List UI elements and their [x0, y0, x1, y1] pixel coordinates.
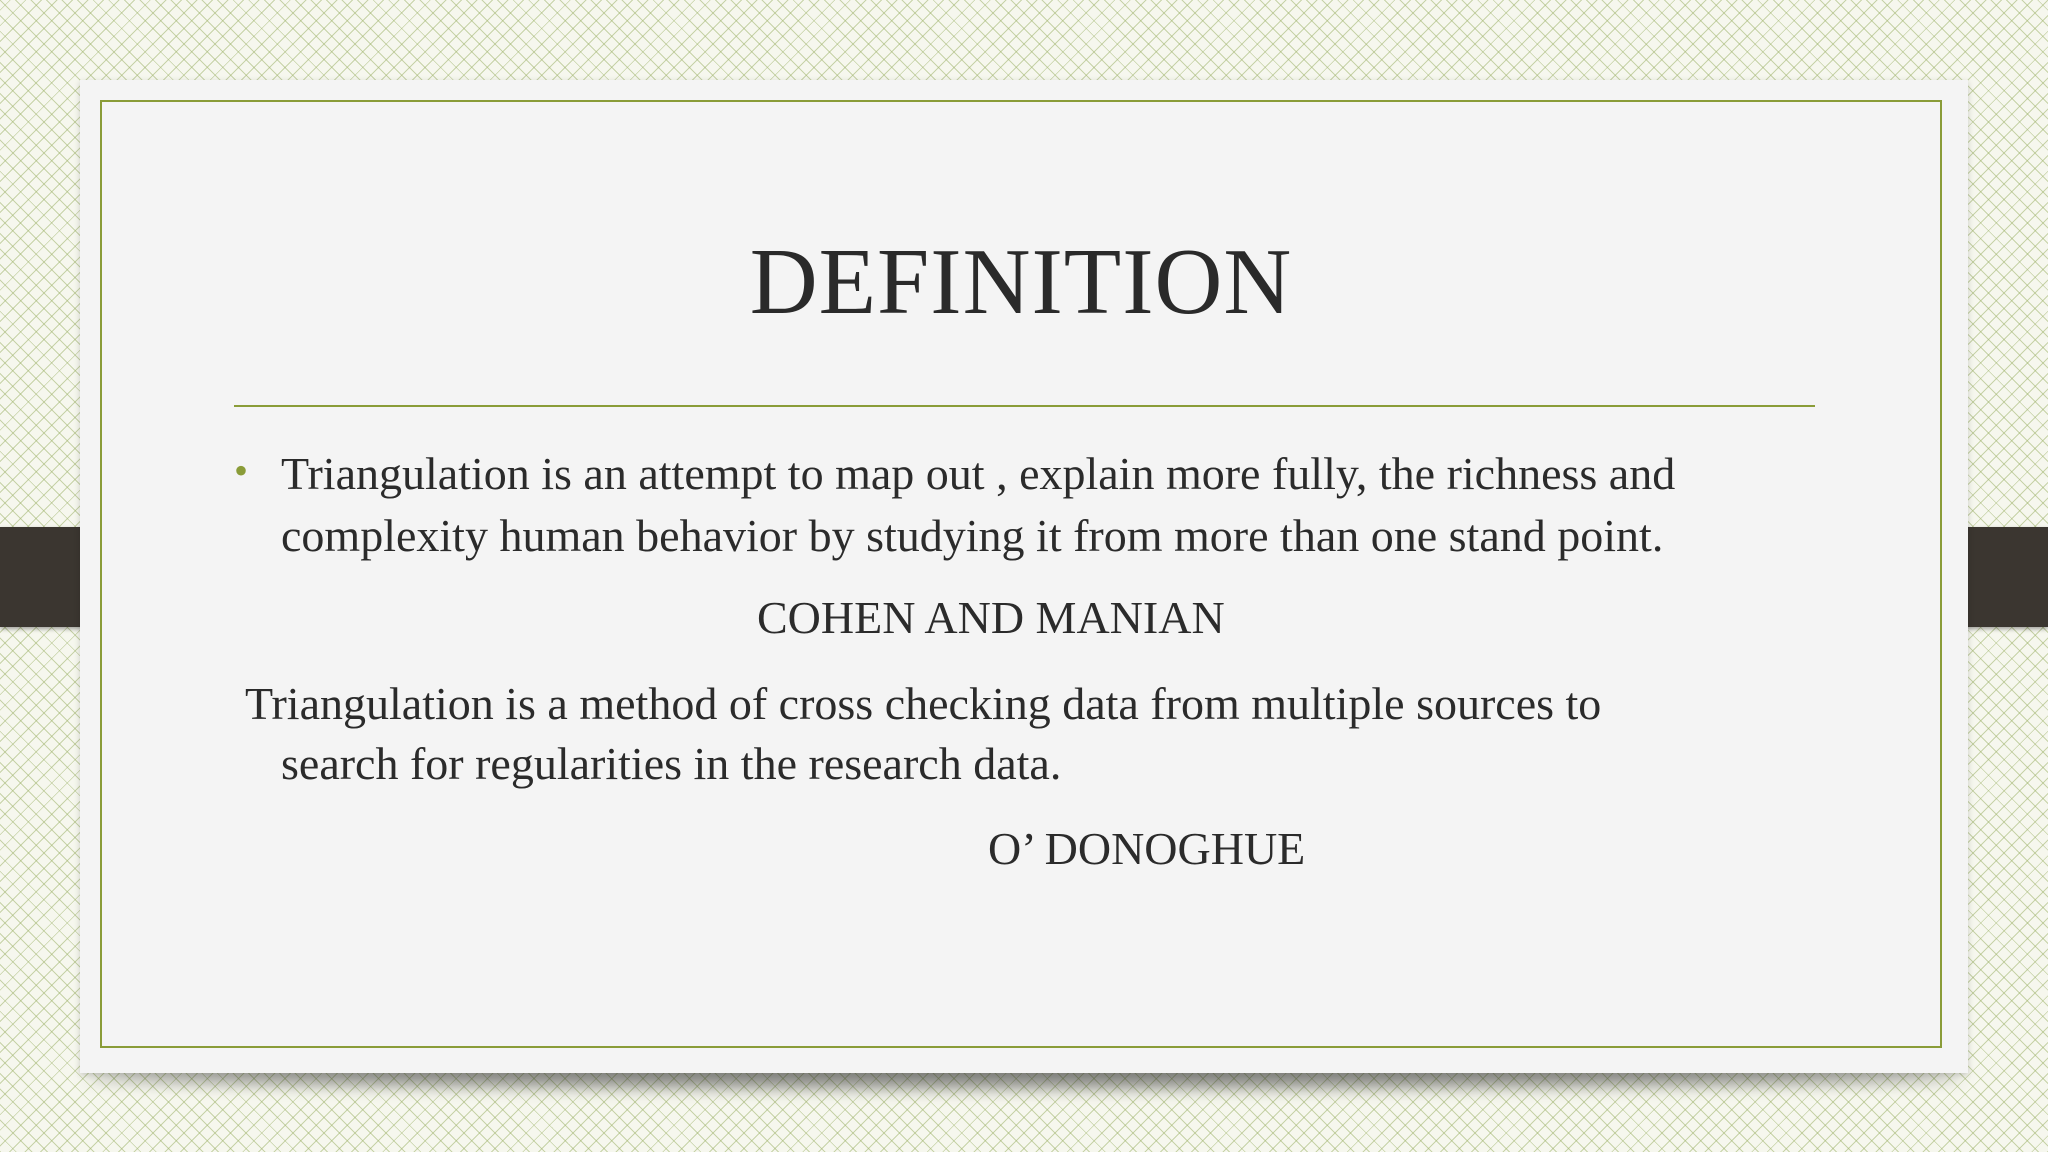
bullet-marker: • [234, 448, 249, 493]
title-divider [234, 405, 1815, 407]
paragraph-text-line-2: search for regularities in the research data. [281, 738, 1062, 789]
slide-title: DEFINITION [749, 230, 1293, 334]
citation-cohen-manian: COHEN AND MANIAN [757, 592, 1225, 643]
paragraph-text-line-1: Triangulation is a method of cross checking data from multiple sources to [245, 678, 1602, 729]
citation-odonoghue: O’ DONOGHUE [988, 823, 1306, 874]
bullet-text-line-2: complexity human behavior by studying it from more than one stand point. [281, 510, 1664, 561]
bullet-text-line-1: Triangulation is an attempt to map out , explain more fully, the richness and [281, 448, 1676, 499]
